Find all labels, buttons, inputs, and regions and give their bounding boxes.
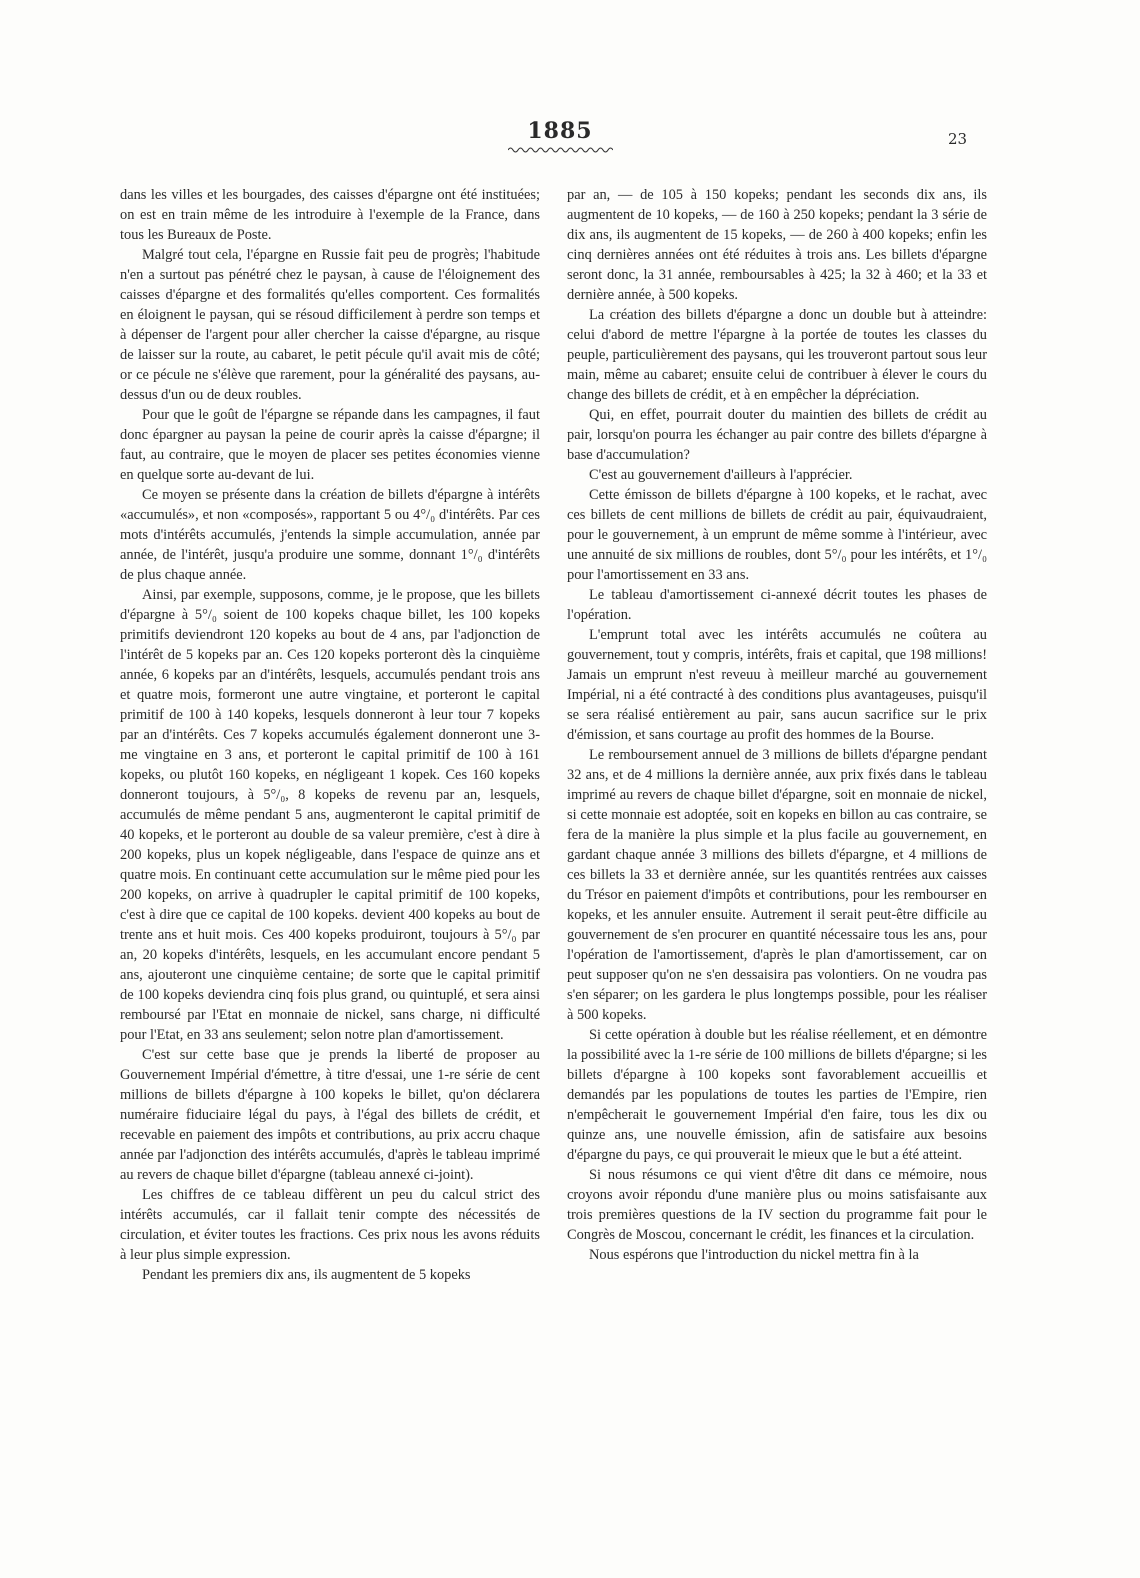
left-column: [120, 185, 540, 1285]
paragraph: Nous espérons que l'introduction du nickel mettra fin à la: [589, 1247, 919, 1263]
paragraph: Le tableau d'amortissement ci-annexé décrit toutes les phases de l'opération.: [567, 587, 987, 623]
paragraph: C'est au gouvernement d'ailleurs à l'apprécier.: [589, 467, 853, 483]
paragraph: Les chiffres de ce tableau diffèrent un peu du calcul strict des intérêts accumulés, car il fallait tenir compte des nécessités de circulation, et éviter toutes les fractions. Ces prix nous les avons réduits à leur plus simple expression.: [120, 1187, 540, 1263]
page-number: 23: [948, 130, 968, 148]
page-header: [0, 118, 1140, 158]
paragraph: Si nous résumons ce qui vient d'être dit dans ce mémoire, nous croyons avoir répondu d'une manière plus ou moins satisfaisante aux trois premières questions de la IV section du programme fait pour le Congrès de Moscou, concernant le crédit, les finances et la circulation.: [567, 1167, 987, 1243]
paragraph: dans les villes et les bourgades, des caisses d'épargne ont été instituées; on est en train même de les introduire à l'exemple de la France, dans tous les Bureaux de Poste.: [120, 187, 540, 243]
wavy-rule-ornament: [508, 146, 613, 154]
paragraph: Malgré tout cela, l'épargne en Russie fait peu de progrès; l'habitude n'en a surtout pas pénétré chez le paysan, à cause de l'éloignement des caisses d'épargne et des formalités qu'elles comportent. Ces formalités en éloignent le paysan, qui se résoud difficilement à perdre son temps et à dépenser de l'argent pour aller chercher la caisse d'épargne, au risque de laisser sur la route, au cabaret, le petit pécule qu'il avait mis de côté; or ce pécule ne s'élève que rarement, pour la généralité des paysans, au-dessus d'un ou de deux roubles.: [120, 247, 540, 403]
paragraph: C'est sur cette base que je prends la liberté de proposer au Gouvernement Impérial d'émettre, à titre d'essai, une 1-re série de cent millions de billets d'épargne à 100 kopeks le billet, qu'on déclarera numéraire fiduciaire légal du pays, à l'égal des billets de crédit, et recevable en paiement des impôts et contributions, au prix accru chaque année par l'adjonction des intérêts accumulés, d'après le tableau imprimé au revers de chaque billet d'épargne (tableau annexé ci-joint).: [120, 1047, 540, 1183]
paragraph: Si cette opération à double but les réalise réellement, et en démontre la possibilité avec la 1-re série de 100 millions de billets d'épargne; si les billets d'épargne à 100 kopeks sont favorablement accueillis et demandés par les populations de toutes les parties de l'Empire, rien n'empêcherait le gouvernement Impérial d'en faire, tous les dix ou quinze ans, une nouvelle émission, afin de satisfaire aux besoins d'épargne du pays, ce qui prouverait le mieux que le but a été atteint.: [567, 1027, 987, 1163]
paragraph: Le remboursement annuel de 3 millions de billets d'épargne pendant 32 ans, et de 4 millions la dernière année, aux prix fixés dans le tableau imprimé au revers de chaque billet d'épargne, soit en monnaie de nickel, si cette monnaie est adoptée, soit en kopeks en billon au cas contraire, se fera de la manière la plus simple et la plus facile au gouvernement, en gardant chaque année 3 millions des billets d'épargne, et 4 millions de ces billets la 33 et dernière année, sur les quantités rentrées aux caisses du Trésor en paiement d'impôts et contributions, pour les rembourser en kopeks, et les annuler ensuite. Autrement il serait peut-être difficile au gouvernement de s'en procurer en quantité nécessaire tous les ans, pour l'opération de l'amortissement, d'après le plan d'amortissement, car on peut supposer qu'on ne s'en dessaisira pas volontiers. On ne voudra pas s'en séparer; on les gardera le plus longtemps possible, pour les réaliser à 500 kopeks.: [567, 747, 987, 1023]
paragraph: La création des billets d'épargne a donc un double but à atteindre: celui d'abord de mettre l'épargne à la portée de toutes les classes du peuple, particulièrement des paysans, qui les trouveront partout sous leur main, même au cabaret; ensuite celui de contribuer à élever le cours du change des billets de crédit, et à en empêcher la dépréciation.: [567, 307, 988, 403]
paragraph: Qui, en effet, pourrait douter du maintien des billets de crédit au pair, lorsqu'on pourra les échanger au pair contre des billets d'épargne à base d'accumulation?: [567, 407, 987, 463]
paragraph: Ce moyen se présente dans la création de billets d'épargne à intérêts «accumulés», et non «composés», rapportant 5 ou 4°/₀ d'intérêts. Par ces mots d'intérêts accumulés, j'entends la simple accumulation, année par année, de l'intérêt, jusqu'a produire une somme, donnant 1°/₀ d'intérêts de plus chaque année.: [120, 487, 540, 583]
paragraph: L'emprunt total avec les intérêts accumulés ne coûtera au gouvernement, tout y compris, intérêts, frais et capital, que 198 millions! Jamais un emprunt n'est reveuu à meilleur marché au gouvernement Impérial, ni a été contracté à des conditions plus avantageuses, puisqu'il se sera réalisé entièrement au pair, sans aucun sacrifice sur le prix d'émission, et sans courtage au profit des hommes de la Bourse.: [567, 627, 987, 743]
paragraph: Cette émisson de billets d'épargne à 100 kopeks, et le rachat, avec ces billets de cent millions de billets de crédit au pair, équivaudraient, pour le gouvernement, à un emprunt de même somme à l'intérieur, avec une annuité de six millions de roubles, dont 5°/₀ pour les intérêts, et 1°/₀ pour l'amortissement en 33 ans.: [567, 487, 987, 583]
paragraph: Pendant les premiers dix ans, ils augmentent de 5 kopeks: [142, 1267, 471, 1283]
paragraph: par an, — de 105 à 150 kopeks; pendant les seconds dix ans, ils augmentent de 10 kopeks, — de 160 à 250 kopeks; pendant la 3 série de dix ans, ils augmentent de 15 kopeks, — de 260 à 400 kopeks; enfin les cinq dernières années ont été réduites à trois ans. Les billets d'épargne seront donc, la 31 année, remboursables à 425; la 32 à 460; et la 33 et dernière année, à 500 kopeks.: [567, 187, 987, 303]
paragraph: Pour que le goût de l'épargne se répande dans les campagnes, il faut donc épargner au paysan la peine de courir après la caisse d'épargne; il faut, au contraire, que le moyen de placer ses petites économies vienne en quelque sorte au-devant de lui.: [120, 407, 540, 483]
right-column: [567, 185, 987, 1265]
paragraph: Ainsi, par exemple, supposons, comme, je le propose, que les billets d'épargne à 5°/₀ soient de 100 kopeks chaque billet, les 100 kopeks primitifs deviendront 120 kopeks au bout de 4 ans, par l'adjonction de l'intérêt de 5 kopeks par an. Ces 120 kopeks porteront dès la cinquième année, 6 kopeks par an d'intérêts, lesquels, accumulés pendant trois ans et quatre mois, formeront une autre vingtaine, et porteront le capital primitif de 100 à 140 kopeks, lesquels donneront à leur tour 7 kopeks par an d'intérêts. Ces 7 kopeks accumulés également donneront une 3-me vingtaine en 3 ans, et porteront le capital primitif de 100 à 161 kopeks, ou plutôt 160 kopeks, en négligeant 1 kopek. Ces 160 kopeks donneront toujours, à 5°/₀, 8 kopeks de revenu par an, lesquels, accumulés de même pendant 5 ans, augmenteront le capital primitif de 40 kopeks, et le porteront au double de sa valeur première, c'est à dire à 200 kopeks, plus un kopek négligeable, dans l'espace de quinze ans et quatre mois. En continuant cette accumulation sur le même pied pour les 200 kopeks, on arrive à quadrupler le capital primitif de 100 kopeks, c'est à dire que ce capital de 100 kopeks. devient 400 kopeks au bout de trente ans et huit mois. Ces 400 kopeks produiront, toujours à 5°/₀ par an, 20 kopeks d'intérêts, lesquels, en les accumulant encore pendant 5 ans, ajouteront une cinquième centaine; de sorte que le capital primitif de 100 kopeks deviendra cinq fois plus grand, ou quintuplé, et sera ainsi remboursé par l'Etat en monnaie de nickel, sans charge, ni difficulté pour l'Etat, en 33 ans seulement; selon notre plan d'amortissement.: [120, 587, 540, 1043]
page-year: 1885: [527, 118, 593, 144]
